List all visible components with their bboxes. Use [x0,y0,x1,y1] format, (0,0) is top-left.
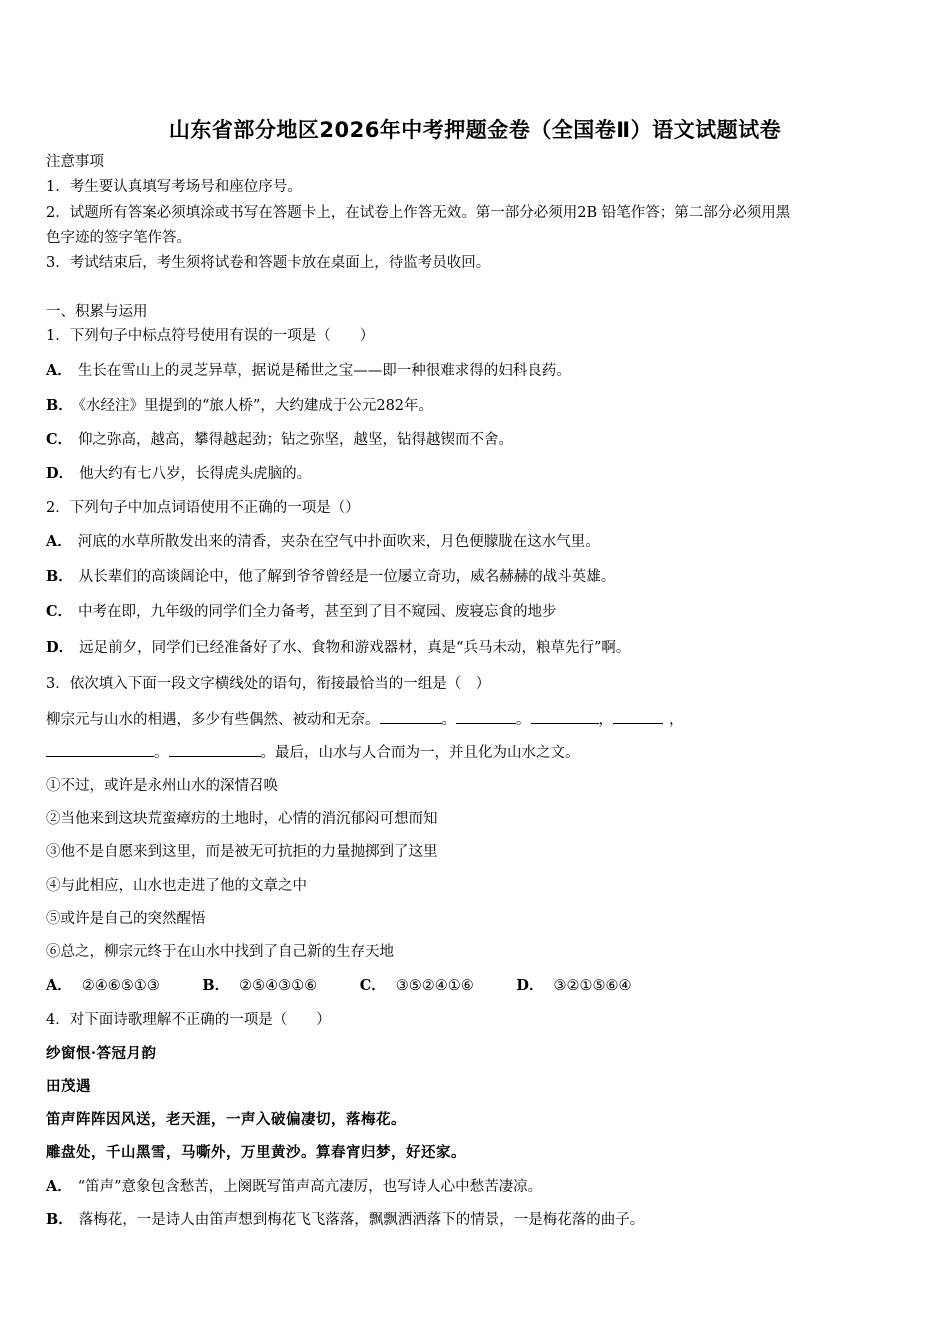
choice-d [516,978,631,994]
option-text: ③⑤②④①⑥ [395,978,474,994]
q4-option-a [46,1177,542,1197]
answer-blank-2 [456,709,516,724]
choice-b [202,978,317,994]
question-2-stem: 2．下列句子中加点词语使用不正确的一项是（） [46,500,360,516]
answer-blank-3 [531,709,599,724]
option-label: A． [46,533,72,550]
notice-item: 1．考生要认真填写考场号和座位序号。 [46,179,302,195]
q3-passage-line-1 [46,709,684,730]
notice-item: 色字迹的签字笔作答。 [46,230,191,246]
notice-heading: 注意事项 [46,154,104,170]
section-heading: 一、积累与运用 [46,304,148,320]
option-text: ③②①⑤⑥④ [553,978,632,994]
option-text: ②⑤④③①⑥ [239,978,318,994]
page-title: 山东省部分地区2026年中考押题金卷（全国卷Ⅱ）语文试题试卷 [168,118,782,142]
q3-passage-line-2 [46,742,580,763]
option-label: B． [46,397,73,414]
option-text: ②④⑥⑤①③ [81,978,160,994]
q2-option-b [46,567,615,587]
poem-title: 纱窗恨·答冠月韵 [46,1045,157,1062]
option-label: C． [46,431,73,448]
option-text: 从长辈们的高谈阔论中，他了解到爷爷曾经是一位屡立奇功，威名赫赫的战斗英雄。 [78,569,616,585]
option-label: A． [46,977,72,994]
q2-option-c [46,602,557,622]
answer-blank-4 [613,709,663,724]
q3-item: ①不过，或许是永州山水的深情召唤 [46,778,278,794]
q2-option-d [46,638,630,658]
q3-choices [46,976,669,996]
q1-option-a [46,361,571,381]
punct: ， [598,712,613,728]
punct: 。 [441,712,456,728]
q3-item: ②当他来到这块荒蛮瘴疠的土地时，心情的消沉郁闷可想而知 [46,811,438,827]
option-label: D． [516,977,544,994]
option-label: A． [46,1178,72,1195]
option-text: 《水经注》里提到的“旅人桥”，大约建成于公元282年。 [78,398,434,414]
punct: 。 [260,745,275,761]
passage-text: 柳宗元与山水的相遇，多少有些偶然、被动和无奈。 [46,712,380,728]
option-text: 落梅花，一是诗人由笛声想到梅花飞飞落落，飘飘洒洒落下的情景，一是梅花落的曲子。 [78,1212,645,1228]
option-label: C． [46,603,73,620]
poem-author: 田茂遇 [46,1078,91,1095]
option-text: 远足前夕，同学们已经准备好了水、食物和游戏器材，真是“兵马未动，粮草先行”啊。 [79,640,631,656]
passage-text: 最后，山水与人合而为一，并且化为山水之文。 [275,745,580,761]
option-text: 他大约有七八岁，长得虎头虎脑的。 [79,466,312,482]
option-text: 中考在即，九年级的同学们全力备考，甚至到了目不窥园、废寝忘食的地步 [78,604,557,620]
q3-item: ③他不是自愿来到这里，而是被无可抗拒的力量抛掷到了这里 [46,844,438,860]
q3-item: ⑥总之，柳宗元终于在山水中找到了自己新的生存天地 [46,944,394,960]
option-label: B． [202,977,230,994]
answer-blank-5 [46,742,154,757]
option-label: D． [46,639,74,656]
option-label: B． [46,1211,73,1228]
option-text: 生长在雪山上的灵芝异草，据说是稀世之宝——即一种很难求得的妇科良药。 [77,363,571,379]
q3-item: ④与此相应，山水也走进了他的文章之中 [46,878,307,894]
q4-option-b [46,1210,644,1230]
question-4-stem: 4．对下面诗歌理解不正确的一项是（ ） [46,1012,331,1028]
poem-line: 雕盘处，千山黑雪，马嘶外，万里黄沙。算春宵归梦，好还家。 [46,1144,466,1161]
question-3-stem: 3．依次填入下面一段文字横线处的语句，衔接最恰当的一组是（ ） [46,676,491,692]
q1-option-c [46,430,513,450]
option-label: A． [46,362,72,379]
option-text: 河底的水草所散发出来的清香，夹杂在空气中扑面吹来，月色便朦胧在这水气里。 [77,534,600,550]
q1-option-b [46,396,433,416]
option-text: 仰之弥高，越高，攀得越起劲；钻之弥坚，越坚，钻得越锲而不舍。 [78,432,514,448]
poem-line: 笛声阵阵因风送，老天涯，一声入破偏凄切，落梅花。 [46,1111,406,1128]
q2-option-a [46,532,600,552]
answer-blank-6 [169,742,261,757]
notice-item: 3．考试结束后，考生须将试卷和答题卡放在桌面上，待监考员收回。 [46,255,491,271]
q1-option-d [46,464,311,484]
option-label: D． [46,465,74,482]
punct: ， [669,712,684,728]
punct: 。 [516,712,531,728]
option-text: “笛声”意象包含愁苦，上阕既写笛声高亢凄厉，也写诗人心中愁苦凄凉。 [77,1179,543,1195]
notice-item: 2．试题所有答案必须填涂或书写在答题卡上，在试卷上作答无效。第一部分必须用2B 铅笔作答；第二部分必须用黑 [46,205,791,221]
choice-c [360,978,474,994]
option-label: B． [46,568,73,585]
question-1-stem: 1．下列句子中标点符号使用有误的一项是（ ） [46,328,375,344]
answer-blank-1 [380,709,442,724]
q3-item: ⑤或许是自己的突然醒悟 [46,911,206,927]
punct: 。 [154,745,169,761]
choice-a [46,978,160,994]
option-label: C． [359,977,386,994]
